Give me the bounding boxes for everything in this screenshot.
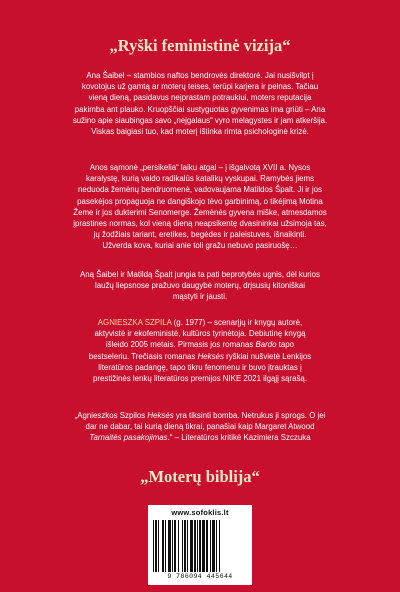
text-line: Viskas baigiasi tuo, kad moterį ištinka rimta psichologinė krizė. [91,127,309,137]
isbn-number: 9 786094 445644 [167,573,233,580]
text-line [30,339,370,350]
text-line: Aną Šaibel ir Matildą Špalt jungia ta pati beprotybės ugnis, dėl kurios [80,270,320,279]
text-line: kovotojus už gamtą ar moterų teises, terūpi karjera ir pelnas. Tačiau [81,82,319,92]
book-title-handmaids-tale: Tarnaitės pasakojimas [89,433,168,443]
text-line: karalystę, kurią valdo radikalūs katalikų vyskupai. Ramybės jiems [85,174,315,184]
text-line: jų žodžiais tariant, eretikes, begėdes ir paleistuves, išnaikinti. [93,230,307,240]
text-line: literatūros padangę, tapo tikru fenomenu ir buvo įtrauktas į [98,362,302,372]
top-quote-heading: „Ryški feministinė vizija“ [109,36,291,55]
barcode-label [148,505,252,585]
review-quote [30,410,370,444]
author-name: AGNIESZKA SZPILA [97,318,172,327]
text-line [30,432,370,443]
summary-paragraph [30,269,370,303]
author-bio [30,317,370,384]
barcode-icon [153,520,247,572]
review-text: yra tiksinti bomba. Netrukus ji sprogs. O jei [173,411,326,420]
book-title-hekses: Heksės [147,411,174,420]
text-line [30,317,370,328]
review-text: .“ – Literatūros kritikė Kazimiera Szczuka [167,433,311,443]
text-line: aktyvistė ir ekofeministė, kultūros tyrinėtoja. Debiutinę knygą [94,329,306,339]
text-line: laužų liepsnose pražuvo daugybė moterų, drįsusių kitoniškai [94,281,306,291]
author-bio-text: tapo [276,340,295,350]
plot-paragraph-2 [30,162,370,252]
text-line: sužino apie siaubingas savo „nejgalaus“ vyro melagystes ir jam atkeršija. [72,115,328,125]
publisher-website: www.sofoklis.lt [171,508,229,517]
text-line: prestižinės lenkų literatūros premijos NIKE 2021 ilgąjį sąrašą. [92,374,308,384]
text-line [30,351,370,362]
text-line: dar ne dabar, tai kurią dieną tikrai, panašiai kaip Margaret Atwood [85,422,315,432]
text-line: Žeme ir jos dukterimi Senomerge. Žemėnės gyvena miške, atmesdamos [73,207,327,217]
text-line: neduoda žemėnų bendruomenė, vadovaujama Matildos Špalt. Ji ir jos [78,185,322,195]
bottom-quote-heading: „Moterų biblija“ [140,467,260,486]
text-line: įprastines normas, kol vieną dieną neapsikentę dvasininkai užsimoja tas, [73,219,327,229]
text-line: mąstyti ir jausti. [172,292,228,302]
book-title-bardo: Bardo [255,340,277,350]
author-bio-text: ryškiai nušvietė Lenkijos [223,351,312,361]
text-line: Užverda kova, kuriai anie toli gražu nebuvo pasiruošę… [102,241,298,251]
text-line: pasekėjos propaguoja ne dangiškojo tėvo garbinimą, o tikėjimą Motina [77,196,323,206]
book-title-hekses: Heksės [197,351,224,361]
author-bio-text: išleido 2005 metais. Pirmasis jos romanas [105,340,256,350]
text-line: pakimba ant plauko. Kruopščiai sustyguotas gyvenimas ima griūti – Ana [74,104,326,114]
text-line: vieną dieną, pasidavus neįprastam potraukiui, moters reputacija [88,93,312,103]
text-line [30,410,370,421]
author-bio-text: (g. 1977) – scenarįjų ir knygų autorė, [171,318,303,327]
review-text: „Agnieszkos Szpilos [74,411,148,420]
text-line: Anos sąmonė „persikelia“ laiku atgal – į išgalvotą XVII a. Nysos [89,163,311,172]
text-line: Ana Šaibel – stambios naftos bendrovės direktorė. Jai nusišvilpt į [86,71,314,80]
plot-paragraph-1 [30,70,370,137]
author-bio-text: bestseleriu. Trečiasis romanas [88,351,198,361]
